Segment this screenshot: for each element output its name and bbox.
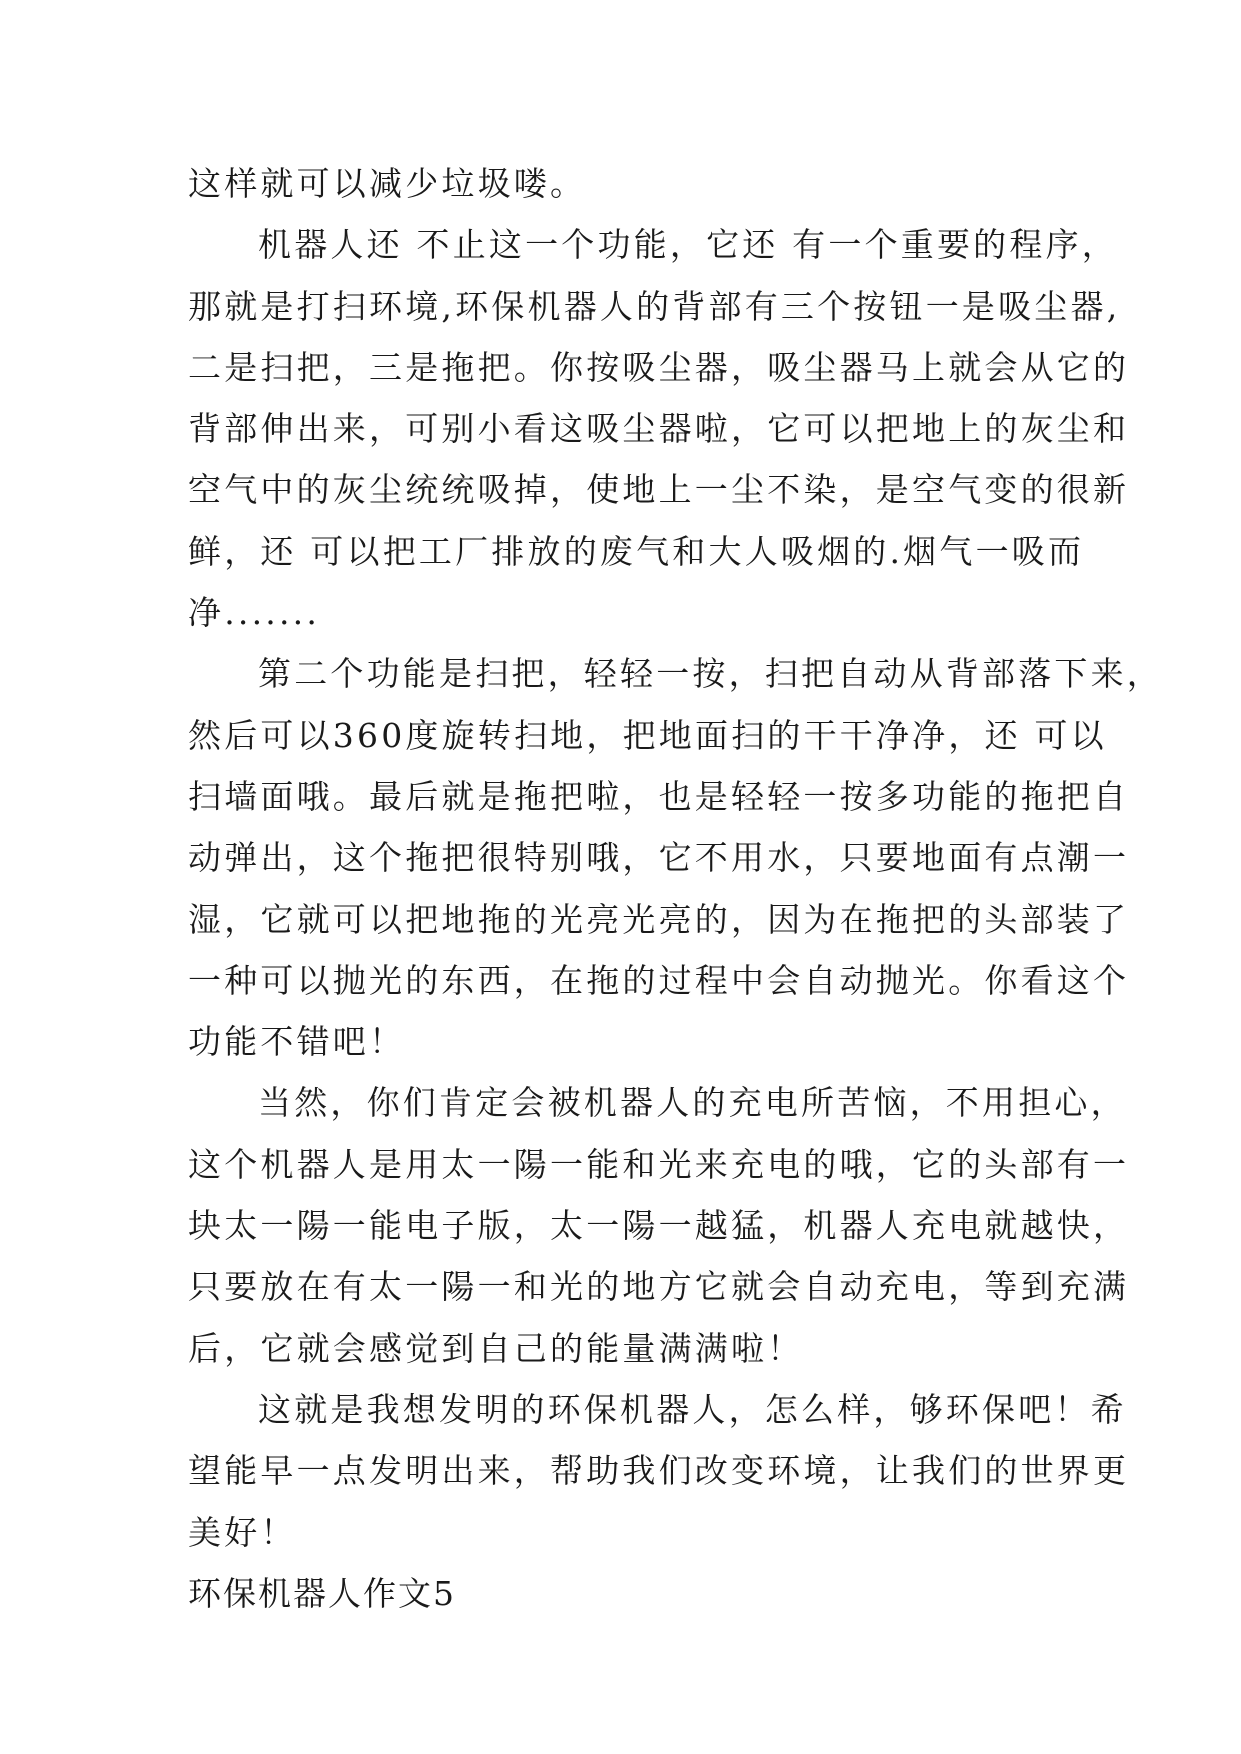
text-line: 空气中的灰尘统统吸掉，使地上一尘不染，是空气变的很新 <box>188 470 1130 510</box>
text-line: 背部伸出来，可别小看这吸尘器啦，它可以把地上的灰尘和 <box>188 409 1130 449</box>
text-line: 这样就可以减少垃圾喽。 <box>188 164 587 203</box>
text-line: 扫墙面哦。最后就是拖把啦，也是轻轻一按多功能的拖把自 <box>188 776 1130 816</box>
paragraph-start-line: 当然，你们肯定会被机器人的充电所苦恼，不用担心， <box>258 1083 1127 1123</box>
paragraph-start-line: 机器人还 不止这一个功能，它还 有一个重要的程序， <box>258 225 1118 265</box>
text-line: 那就是打扫环境,环保机器人的背部有三个按钮一是吸尘器, <box>188 286 1121 326</box>
section-heading: 环保机器人作文5 <box>188 1573 456 1613</box>
text-line: 动弹出，这个拖把很特别哦，它不用水，只要地面有点潮一 <box>188 838 1130 878</box>
text-line: 净....... <box>188 593 321 633</box>
text-line: 鲜，还 可以把工厂排放的废气和大人吸烟的.烟气一吸而 <box>188 531 1085 571</box>
text-line: 块太一陽一能电子版，太一陽一越猛，机器人充电就越快， <box>188 1206 1130 1246</box>
text-line: 湿，它就可以把地拖的光亮光亮的，因为在拖把的头部装了 <box>188 899 1130 939</box>
text-line: 望能早一点发明出来，帮助我们改变环境，让我们的世界更 <box>188 1451 1130 1491</box>
text-line: 美好！ <box>188 1512 297 1552</box>
text-line: 然后可以360度旋转扫地，把地面扫的干干净净，还 可以 <box>188 715 1107 755</box>
paragraph-start-line: 第二个功能是扫把，轻轻一按，扫把自动从背部落下来， <box>258 654 1163 694</box>
text-line: 功能不错吧！ <box>188 1022 406 1062</box>
text-line: 后，它就会感觉到自己的能量满满啦！ <box>188 1328 804 1368</box>
paragraph-start-line: 这就是我想发明的环保机器人，怎么样，够环保吧！希 <box>258 1389 1127 1429</box>
document-body <box>188 153 1163 1624</box>
text-line: 一种可以抛光的东西，在拖的过程中会自动抛光。你看这个 <box>188 960 1130 1000</box>
text-line: 这个机器人是用太一陽一能和光来充电的哦，它的头部有一 <box>188 1144 1130 1184</box>
text-line: 二是扫把，三是拖把。你按吸尘器，吸尘器马上就会从它的 <box>188 347 1130 387</box>
text-line: 只要放在有太一陽一和光的地方它就会自动充电，等到充满 <box>188 1267 1130 1307</box>
